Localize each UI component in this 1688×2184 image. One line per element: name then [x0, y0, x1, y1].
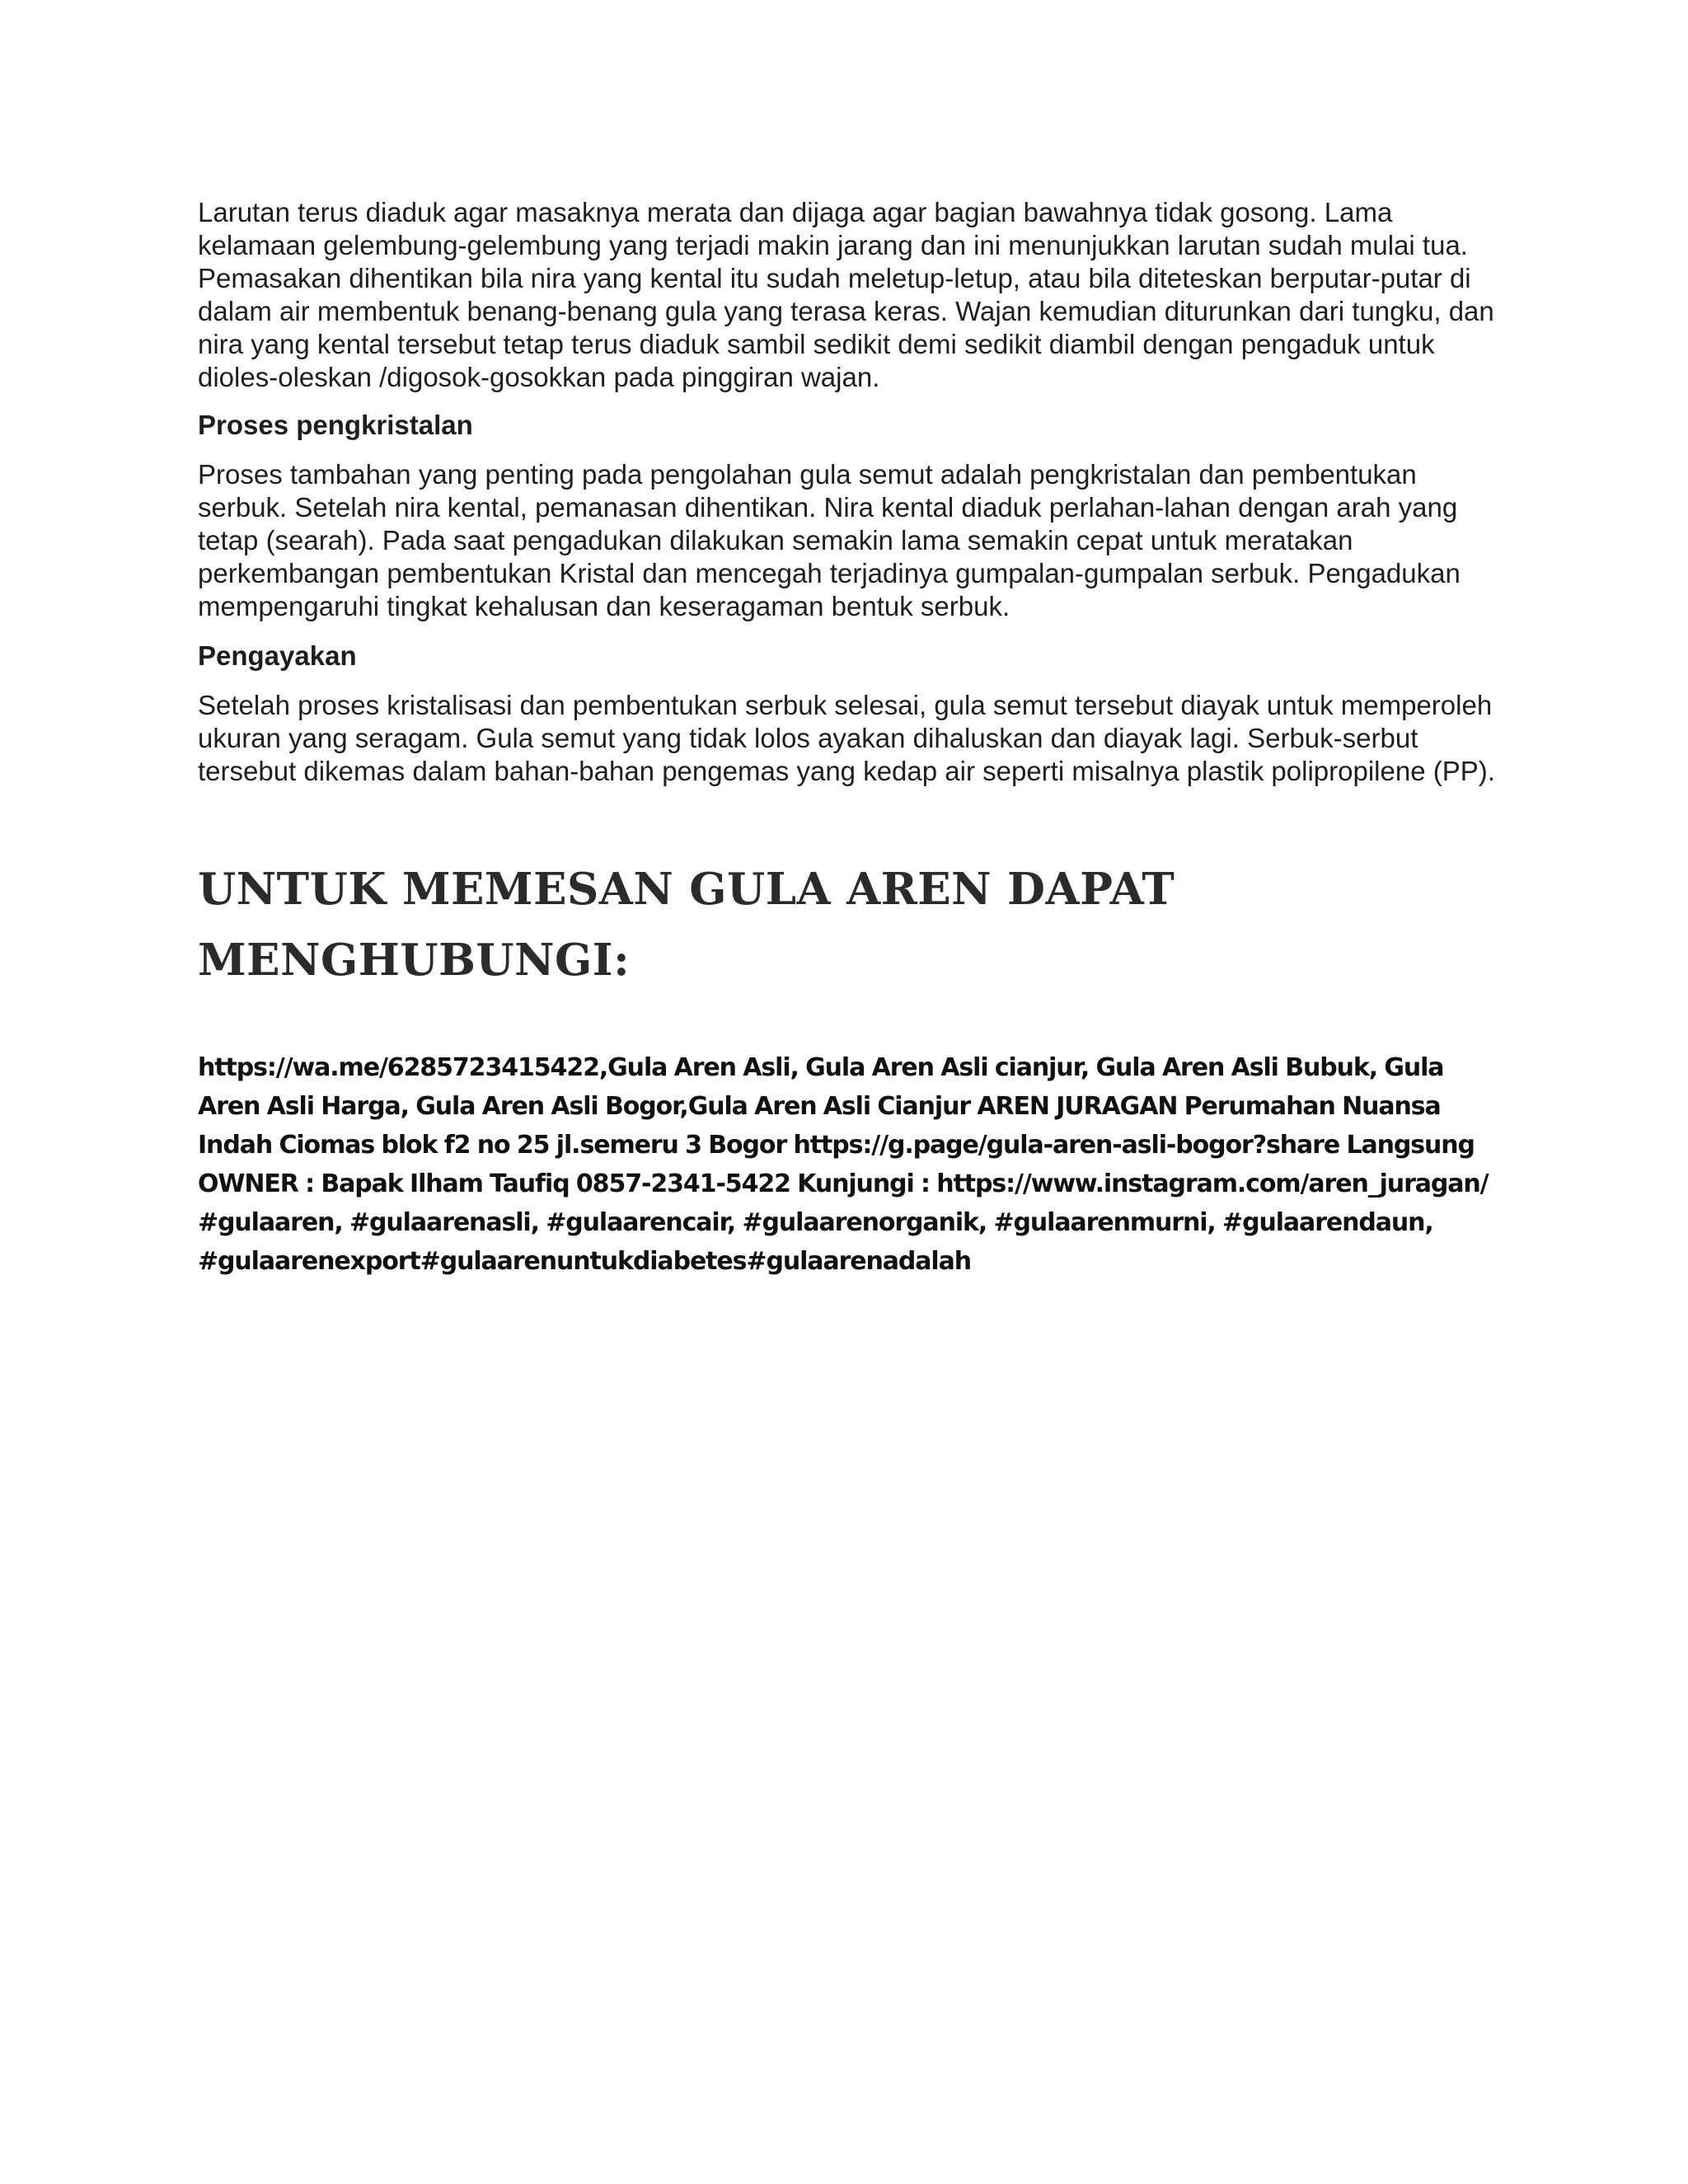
paragraph-pengkristalan: Proses tambahan yang penting pada pengolahan gula semut adalah pengkristalan dan pembentukan serbuk. Setelah nira kental, pemanasan dihentikan. Nira kental diaduk perlahan-lahan dengan arah yang tetap (searah). Pada saat pengadukan dilakukan semakin lama semakin cepat untuk meratakan perkembangan pembentukan Kristal dan mencegah terjadinya gumpalan-gumpalan serbuk. Pengadukan mempengaruhi tingkat kehalusan dan keseragaman bentuk serbuk.	[198, 459, 1461, 621]
heading-proses-pengkristalan: Proses pengkristalan	[198, 410, 473, 440]
heading-pengayakan: Pengayakan	[198, 640, 357, 671]
order-heading: UNTUK MEMESAN GULA AREN DAPAT MENGHUBUNGI:	[198, 864, 1175, 986]
paragraph-cooking: Larutan terus diaduk agar masaknya merata dan dijaga agar bagian bawahnya tidak gosong. Lama kelamaan gelembung-gelembung yang terjadi makin jarang dan ini menunjukkan larutan sudah mulai tua. Pemasakan dihentikan bila nira yang kental itu sudah meletup-letup, atau bila diteteskan berputar-putar di dalam air membentuk benang-benang gula yang terasa keras. Wajan kemudian diturunkan dari tungku, dan nira yang kental tersebut tetap terus diaduk sambil sedikit demi sedikit diambil dengan pengaduk untuk dioles-oleskan /digosok-gosokkan pada pinggiran wajan.	[198, 197, 1494, 392]
contact-info: https://wa.me/6285723415422,Gula Aren Asli, Gula Aren Asli cianjur, Gula Aren Asli Bubuk, Gula Aren Asli Harga, Gula Aren Asli Bogor,Gula Aren Asli Cianjur AREN JURAGAN Perumahan Nuansa Indah Ciomas blok f2 no 25 jl.semeru 3 Bogor https://g.page/gula-aren-asli-bogor?share Langsung OWNER : Bapak Ilham Taufiq 0857-2341-5422 Kunjungi : https://www.instagram.com/aren_juragan/ #gulaaren, #gulaarenasli, #gulaarencair, #gulaarenorganik, #gulaarenmurni, #gulaarendaun, #gulaarenexport#gulaarenuntukdiabetes#gulaarenadalah	[198, 1053, 1489, 1276]
paragraph-pengayakan: Setelah proses kristalisasi dan pembentukan serbuk selesai, gula semut tersebut diayak untuk memperoleh ukuran yang seragam. Gula semut yang tidak lolos ayakan dihaluskan dan diayak lagi. Serbuk-serbut tersebut dikemas dalam bahan-bahan pengemas yang kedap air seperti misalnya plastik polipropilene (PP).	[198, 690, 1495, 786]
document-page	[198, 196, 1500, 1281]
